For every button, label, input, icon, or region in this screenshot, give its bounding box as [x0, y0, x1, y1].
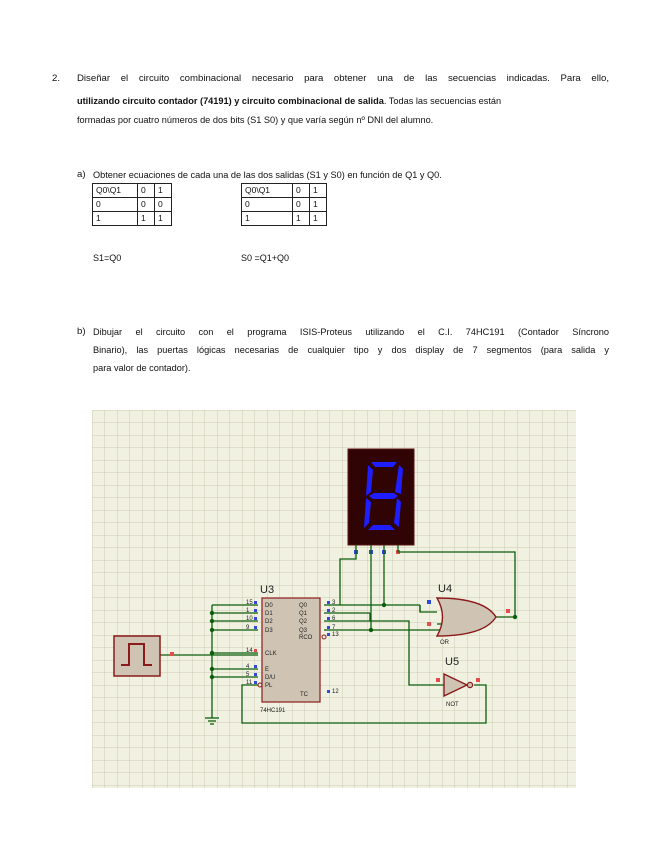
- kmap-cell: 0: [93, 198, 138, 212]
- counter-pin-number: 14: [246, 648, 253, 654]
- counter-pin-marker: [254, 649, 257, 652]
- problem-intro-line3: formadas por cuatro números de dos bits (S1 S0) y que varía según nº DNI del alumno.: [77, 115, 434, 125]
- counter-pin-name: D3: [265, 628, 273, 634]
- counter-part: 74HC191: [260, 708, 286, 714]
- counter-pin-name: PL: [265, 683, 273, 689]
- kmap-cell: 1: [310, 184, 327, 198]
- kmap-cell: 0: [138, 198, 155, 212]
- counter-pin-marker: [254, 681, 257, 684]
- or-ref: U4: [438, 583, 453, 595]
- kmap-cell: 0: [293, 198, 310, 212]
- part-a-text: Obtener ecuaciones de cada una de las dos salidas (S1 y S0) en función de Q1 y Q0.: [93, 170, 442, 180]
- counter-pin-marker: [254, 609, 257, 612]
- counter-pin-name: D1: [265, 611, 273, 617]
- counter-pin-name: Q1: [299, 611, 308, 617]
- counter-pin-name: D/U: [265, 675, 276, 681]
- counter-ref: U3: [260, 584, 275, 596]
- kmap-cell: 1: [310, 198, 327, 212]
- counter-pin-marker: [254, 626, 257, 629]
- kmap-cell: 1: [155, 212, 172, 226]
- kmap-cell: Q0\Q1: [93, 184, 138, 198]
- kmap-cell: 1: [310, 212, 327, 226]
- kmap-cell: 1: [155, 184, 172, 198]
- circuit-schematic: [92, 410, 576, 788]
- counter-pin-number: 12: [332, 689, 339, 695]
- problem-intro-line1: Diseñar el circuito combinacional necesario para obtener una de las secuencias indicadas. Para ello,: [77, 73, 609, 84]
- kmap-cell: 0: [293, 184, 310, 198]
- counter-pin-number: 4: [246, 664, 250, 670]
- counter-pin-number: 10: [246, 616, 253, 622]
- counter-pin-name: CLK: [265, 651, 277, 657]
- counter-pin-marker: [327, 690, 330, 693]
- counter-pin-number: 9: [246, 625, 250, 631]
- seven-segment-display: [348, 449, 414, 554]
- counter-pin-name: RCO: [299, 635, 313, 641]
- problem-number: 2.: [52, 73, 61, 84]
- equation-s0: S0 =Q1+Q0: [241, 253, 290, 263]
- counter-pin-marker: [327, 609, 330, 612]
- counter-pin-marker: [254, 673, 257, 676]
- counter-pin-name: E: [265, 667, 270, 673]
- counter-pin-marker: [327, 617, 330, 620]
- counter-pin-name: Q3: [299, 628, 308, 634]
- problem-intro-bold: utilizando circuito contador (74191) y circuito combinacional de salida: [77, 96, 384, 106]
- counter-pin-number: 2: [332, 608, 336, 614]
- kmap-cell: 0: [242, 198, 293, 212]
- karnaugh-map-s0: [241, 183, 327, 226]
- counter-pin-marker: [327, 626, 330, 629]
- counter-pin-name: Q0: [299, 603, 308, 609]
- counter-pin-number: 3: [332, 600, 336, 606]
- counter-pin-number: 13: [332, 632, 339, 638]
- equation-s1: S1=Q0: [93, 253, 122, 263]
- part-b-line3: para valor de contador).: [93, 363, 191, 373]
- counter-pin-number: 11: [246, 680, 253, 686]
- counter-pin-marker: [254, 665, 257, 668]
- not-ref: U5: [445, 656, 460, 668]
- or-label: OR: [440, 640, 449, 646]
- part-b-label: b): [77, 326, 86, 337]
- counter-pin-name: TC: [300, 692, 308, 698]
- counter-pin-number: 1: [246, 608, 250, 614]
- part-a-label: a): [77, 169, 86, 180]
- counter-pin-marker: [254, 617, 257, 620]
- problem-intro-rest: . Todas las secuencias están: [383, 96, 502, 106]
- counter-pin-marker: [327, 601, 330, 604]
- counter-pin-number: 7: [332, 625, 336, 631]
- kmap-cell: 1: [138, 212, 155, 226]
- kmap-cell: Q0\Q1: [242, 184, 293, 198]
- kmap-cell: 1: [293, 212, 310, 226]
- kmap-cell: 0: [155, 198, 172, 212]
- counter-pin-marker: [327, 633, 330, 636]
- counter-pin-name: D0: [265, 603, 273, 609]
- counter-pin-number: 15: [246, 600, 253, 606]
- counter-pin-marker: [254, 601, 257, 604]
- kmap-cell: 0: [138, 184, 155, 198]
- not-label: NOT: [446, 702, 459, 708]
- counter-pin-number: 6: [332, 616, 336, 622]
- schematic-grid: [92, 410, 576, 788]
- counter-pin-number: 5: [246, 672, 250, 678]
- counter-pin-name: Q2: [299, 619, 308, 625]
- kmap-cell: 1: [93, 212, 138, 226]
- kmap-cell: 1: [242, 212, 293, 226]
- counter-pin-name: D2: [265, 619, 273, 625]
- part-b-line2: Binario), las puertas lógicas necesarias de cualquier tipo y dos display de 7 segmentos (para salida y: [93, 345, 609, 355]
- part-b-line1: Dibujar el circuito con el programa ISIS-Proteus utilizando el C.I. 74HC191 (Contador Síncrono: [93, 327, 609, 337]
- problem-intro-line2: [77, 93, 609, 109]
- karnaugh-map-s1: [92, 183, 172, 226]
